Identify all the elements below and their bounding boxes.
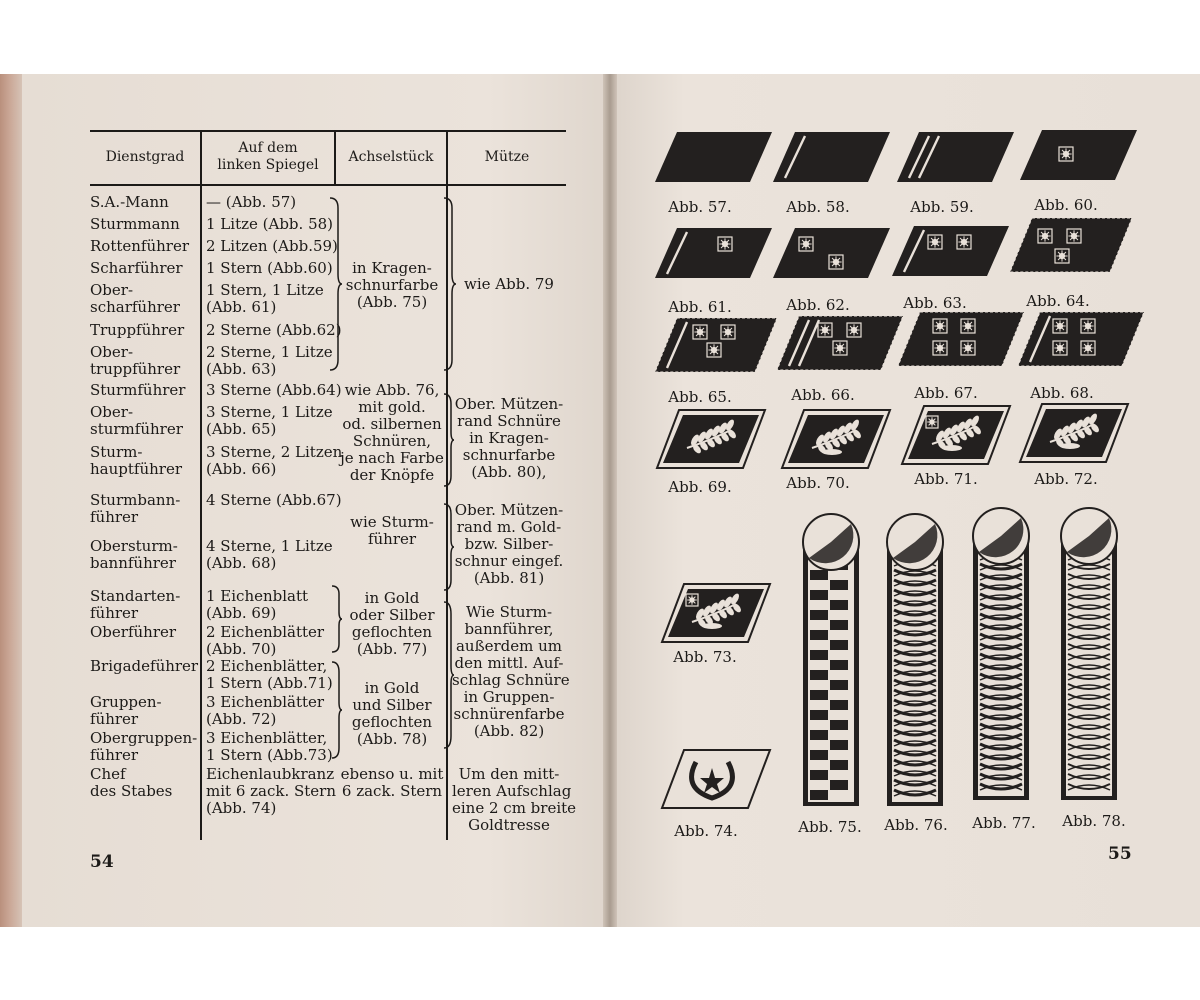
achsel-cell: in Gold oder Silber geflochten (Abb. 77) — [349, 589, 435, 658]
column-divider — [200, 130, 202, 840]
figure-caption: Abb. 57. — [668, 198, 732, 216]
spiegel-cell: 3 Sterne, 1 Litze (Abb. 65) — [206, 403, 333, 438]
rank-cell: Brigadeführer — [90, 657, 199, 675]
page-number-left: 54 — [90, 852, 114, 872]
figure-caption: Abb. 70. — [786, 474, 850, 492]
achsel-cell: ebenso u. mit 6 zack. Stern — [340, 765, 444, 800]
figure-caption: Abb. 72. — [1034, 470, 1098, 488]
rank-cell: Sturm- hauptführer — [90, 443, 182, 478]
page-number-right: 55 — [1108, 844, 1132, 864]
figure-caption: Abb. 75. — [798, 818, 862, 836]
collar-patch — [900, 404, 1012, 468]
collar-patch — [655, 408, 767, 472]
spiegel-cell: 4 Sterne, 1 Litze (Abb. 68) — [206, 537, 333, 572]
collar-patch — [655, 130, 776, 186]
rank-cell: Sturmführer — [90, 381, 186, 399]
rank-insignia-table — [90, 130, 577, 840]
shoulder-cord — [1058, 504, 1120, 804]
rank-cell: Sturmmann — [90, 215, 180, 233]
rank-cell: Ober- scharführer — [90, 281, 180, 316]
rank-cell: Standarten- führer — [90, 587, 181, 622]
figure-caption: Abb. 61. — [668, 298, 732, 316]
collar-patch — [773, 130, 894, 186]
spiegel-cell: 2 Eichenblätter (Abb. 70) — [206, 623, 325, 658]
collar-patch — [780, 408, 892, 472]
page-edges — [0, 74, 22, 927]
rank-cell: Obergruppen- führer — [90, 729, 198, 764]
figure-caption: Abb. 62. — [786, 296, 850, 314]
muetze-cell: Wie Sturm- bannführer, außerdem um den mittl. Auf- schlag Schnüre in Gruppen- schnürenfarbe (Abb. 82) — [452, 603, 570, 740]
spiegel-cell: 3 Eichenblätter, 1 Stern (Abb.73) — [206, 729, 333, 764]
figure-caption: Abb. 58. — [786, 198, 850, 216]
table-header-rule — [90, 184, 566, 186]
rank-cell: Gruppen- führer — [90, 693, 162, 728]
figure-caption: Abb. 59. — [910, 198, 974, 216]
spiegel-cell: 3 Sterne, 2 Litzen (Abb. 66) — [206, 443, 343, 478]
collar-patch — [1020, 128, 1141, 184]
spiegel-cell: 3 Sterne (Abb.64) — [206, 381, 342, 399]
figure-caption: Abb. 68. — [1030, 384, 1094, 402]
rank-cell: Chef des Stabes — [90, 765, 173, 800]
rank-cell: Oberführer — [90, 623, 177, 641]
rank-cell: Truppführer — [90, 321, 185, 339]
muetze-cell: Ober. Mützen- rand m. Gold- bzw. Silber- schnur eingef. (Abb. 81) — [454, 501, 564, 587]
figure-caption: Abb. 77. — [972, 814, 1036, 832]
shoulder-cord — [970, 504, 1032, 804]
figure-caption: Abb. 78. — [1062, 812, 1126, 830]
rank-cell: Ober- truppführer — [90, 343, 181, 378]
figure-caption: Abb. 73. — [673, 648, 737, 666]
header-muetze: Mütze — [484, 148, 530, 165]
spiegel-cell: 2 Sterne (Abb.62) — [206, 321, 342, 339]
collar-patch — [1010, 216, 1136, 276]
muetze-cell: Ober. Mützen- rand Schnüre in Kragen- schnurfarbe (Abb. 80), — [454, 395, 564, 481]
figure-caption: Abb. 60. — [1034, 196, 1098, 214]
collar-patch — [892, 224, 1013, 280]
spiegel-cell: 2 Litzen (Abb.59) — [206, 237, 338, 255]
muetze-cell: Um den mitt- leren Aufschlag eine 2 cm breite Goldtresse — [452, 765, 577, 834]
rank-cell: Obersturm- bannführer — [90, 537, 178, 572]
collar-patch — [777, 314, 907, 374]
spiegel-cell: 1 Litze (Abb. 58) — [206, 215, 334, 233]
figure-caption: Abb. 65. — [668, 388, 732, 406]
figure-caption: Abb. 76. — [884, 816, 948, 834]
collar-patch — [1018, 402, 1130, 466]
rank-cell: Rottenführer — [90, 237, 190, 255]
spiegel-cell: 1 Stern, 1 Litze (Abb. 61) — [206, 281, 324, 316]
figure-caption: Abb. 69. — [668, 478, 732, 496]
achsel-cell: wie Sturm- führer — [350, 513, 434, 548]
spiegel-cell: 2 Eichenblätter, 1 Stern (Abb.71) — [206, 657, 333, 692]
collar-patch — [655, 316, 781, 376]
shoulder-cord — [884, 510, 946, 810]
achsel-cell: in Kragen- schnurfarbe (Abb. 75) — [345, 259, 439, 311]
spiegel-cell: Eichenlaubkranz mit 6 zack. Stern (Abb. 74) — [206, 765, 337, 817]
header-spiegel: Auf dem linken Spiegel — [217, 140, 319, 173]
figure-caption: Abb. 74. — [674, 822, 738, 840]
rank-cell: Ober- sturmführer — [90, 403, 183, 438]
collar-patch — [898, 310, 1028, 370]
muetze-cell: wie Abb. 79 — [464, 275, 554, 293]
shoulder-cord — [800, 510, 862, 810]
collar-patch-wreath — [660, 748, 772, 812]
book-gutter — [603, 74, 617, 927]
spiegel-cell: 4 Sterne (Abb.67) — [206, 491, 342, 509]
collar-patch — [773, 226, 894, 282]
rank-cell: S.A.-Mann — [90, 193, 169, 211]
collar-patch — [660, 582, 772, 646]
achsel-cell: in Gold und Silber geflochten (Abb. 78) — [351, 679, 433, 748]
header-achselstueck: Achselstück — [348, 148, 434, 165]
figure-caption: Abb. 66. — [791, 386, 855, 404]
collar-patch — [1018, 310, 1148, 370]
figure-caption: Abb. 71. — [914, 470, 978, 488]
spiegel-cell: — (Abb. 57) — [206, 193, 297, 211]
figure-caption: Abb. 63. — [903, 294, 967, 312]
rank-cell: Scharführer — [90, 259, 183, 277]
achsel-cell: wie Abb. 76, mit gold. od. silbernen Schnüren, je nach Farbe der Knöpfe — [340, 381, 444, 484]
rank-cell: Sturmbann- führer — [90, 491, 181, 526]
figure-caption: Abb. 67. — [914, 384, 978, 402]
spiegel-cell: 1 Stern (Abb.60) — [206, 259, 333, 277]
figure-caption: Abb. 64. — [1026, 292, 1090, 310]
collar-patch — [655, 226, 776, 282]
spiegel-cell: 2 Sterne, 1 Litze (Abb. 63) — [206, 343, 333, 378]
spiegel-cell: 3 Eichenblätter (Abb. 72) — [206, 693, 325, 728]
spiegel-cell: 1 Eichenblatt (Abb. 69) — [206, 587, 309, 622]
header-dienstgrad: Dienstgrad — [105, 148, 185, 165]
collar-patch — [897, 130, 1018, 186]
